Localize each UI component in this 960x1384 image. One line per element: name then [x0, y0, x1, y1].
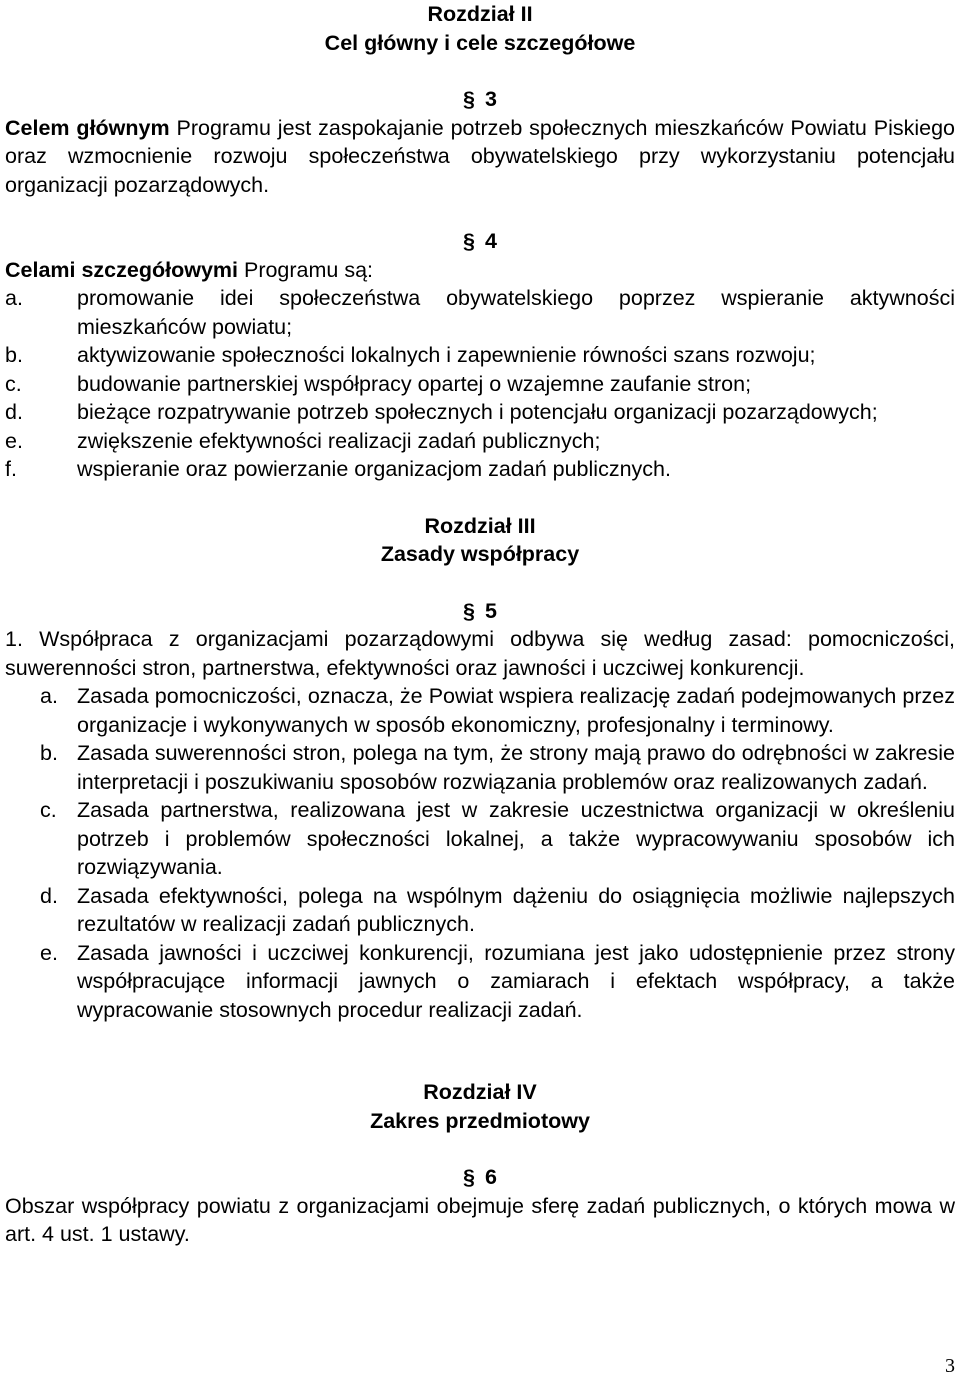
- section-5-principles-list: [5, 682, 955, 1024]
- list-item-text: Zasada suwerenności stron, polega na tym, że strony mają prawo do odrębności w zakresie interpretacji i poszukiwaniu sposobów rozwiązania problemów oraz realizowanych zadań.: [77, 741, 955, 794]
- section-sign-icon: §: [463, 1165, 475, 1189]
- list-marker: a.: [5, 286, 23, 310]
- section-5-intro: 1. Współpraca z organizacjami pozarządowymi odbywa się według zasad: pomocniczości, suwerenności stron, partnerstwa, efektywności oraz jawności i uczciwej konkurencji.: [5, 627, 955, 680]
- list-marker: b.: [5, 343, 23, 367]
- list-item-text: aktywizowanie społeczności lokalnych i zapewnienie równości szans rozwoju;: [77, 343, 816, 367]
- list-marker: d.: [5, 400, 23, 424]
- list-item-text: Zasada jawności i uczciwej konkurencji, rozumiana jest jako udostępnienie przez strony współpracujące informacji jawnych o zamiarach i efektach współpracy, a także wypracowanie stosownych procedur realizacji zadań.: [77, 940, 955, 1022]
- section-6-heading: [5, 1163, 955, 1192]
- section-4-number: 4: [485, 229, 497, 253]
- list-item-text: Zasada efektywności, polega na wspólnym dążeniu do osiągnięcia możliwie najlepszych rezultatów w realizacji zadań publicznych.: [77, 883, 955, 936]
- list-item-text: zwiększenie efektywności realizacji zadań publicznych;: [77, 428, 601, 453]
- section-3-lead: Celem głównym: [5, 115, 170, 140]
- list-item: [5, 341, 955, 370]
- list-marker: f.: [5, 457, 17, 481]
- section-5-number: 5: [485, 598, 497, 623]
- section-sign-icon: §: [463, 87, 475, 111]
- section-3-heading: [5, 85, 955, 114]
- list-item: [5, 370, 955, 399]
- section-3-number: 3: [485, 87, 497, 111]
- section-3-paragraph: [5, 114, 955, 200]
- section-sign-icon: §: [463, 598, 475, 623]
- section-6-paragraph: Obszar współpracy powiatu z organizacjami obejmuje sferę zadań publicznych, o których mowa w art. 4 ust. 1 ustawy.: [5, 1193, 955, 1246]
- list-item-text: Zasada partnerstwa, realizowana jest w zakresie uczestnictwa organizacji w określeniu potrzeb i problemów społeczności lokalnej, a także wypracowywaniu sposobów ich rozwiązywania.: [77, 798, 955, 879]
- list-marker: d.: [40, 883, 58, 908]
- list-item: [5, 455, 955, 484]
- list-item-text: bieżące rozpatrywanie potrzeb społecznych i potencjału organizacji pozarządowych;: [77, 400, 878, 424]
- chapter-2-label: Rozdział II: [427, 2, 533, 26]
- chapter-2-title: Cel główny i cele szczegółowe: [324, 30, 636, 55]
- section-4-lead-text: Programu są:: [238, 257, 374, 282]
- section-5-heading: [5, 597, 955, 626]
- list-item: [5, 427, 955, 456]
- document-page: [5, 0, 955, 1249]
- list-item: [5, 398, 955, 427]
- list-marker: c.: [40, 798, 57, 822]
- chapter-3-label: Rozdział III: [424, 513, 536, 538]
- section-sign-icon: §: [463, 229, 475, 253]
- section-4-lead: Celami szczegółowymi: [5, 257, 238, 282]
- section-4-goals-list: [5, 284, 955, 484]
- section-6-number: 6: [485, 1165, 497, 1189]
- list-item-text: budowanie partnerskiej współpracy opartej o wzajemne zaufanie stron;: [77, 371, 752, 396]
- list-item-text: promowanie idei społeczeństwa obywatelskiego poprzez wspieranie aktywności mieszkańców powiatu;: [77, 286, 955, 339]
- list-marker: b.: [40, 741, 58, 765]
- chapter-4-label: Rozdział IV: [423, 1080, 537, 1104]
- list-item: [5, 882, 955, 939]
- list-item: [5, 796, 955, 882]
- list-item: [5, 939, 955, 1025]
- list-marker: a.: [40, 684, 58, 708]
- section-4-lead-paragraph: [5, 256, 955, 285]
- chapter-3-title: Zasady współpracy: [380, 542, 580, 566]
- list-item: [5, 739, 955, 796]
- section-3-text: Programu jest zaspokajanie potrzeb społecznych mieszkańców Powiatu Piskiego oraz wzmocnienie rozwoju społeczeństwa obywatelskiego przy wykorzystaniu potencjału organizacji pozarządowych.: [5, 115, 955, 197]
- list-item-text: Zasada pomocniczości, oznacza, że Powiat wspiera realizację zadań podejmowanych przez organizacje i wykonywanych w sposób ekonomiczny, profesjonalny i terminowy.: [77, 684, 955, 737]
- list-item: [5, 284, 955, 341]
- chapter-4-title: Zakres przedmiotowy: [370, 1108, 590, 1133]
- list-marker: e.: [40, 940, 58, 965]
- page-number: 3: [945, 1354, 955, 1377]
- section-4-heading: [5, 227, 955, 256]
- list-item: [5, 682, 955, 739]
- list-item-text: wspieranie oraz powierzanie organizacjom zadań publicznych.: [77, 457, 671, 481]
- list-marker: e.: [5, 428, 23, 453]
- list-marker: c.: [5, 371, 22, 396]
